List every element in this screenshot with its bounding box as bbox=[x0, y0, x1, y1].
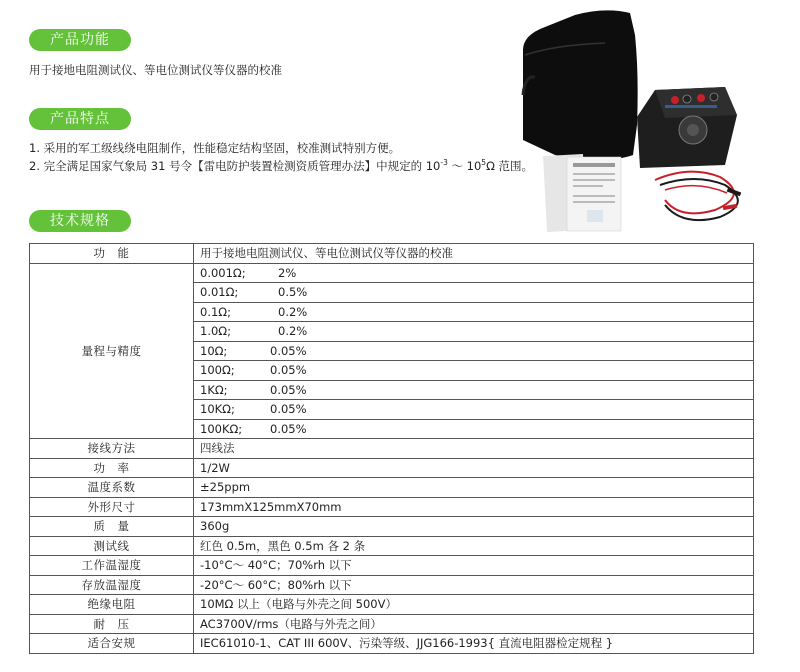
spec-value: 红色 0.5m，黑色 0.5m 各 2 条 bbox=[194, 536, 754, 556]
range-value bbox=[194, 263, 754, 283]
spec-label: 量程与精度 bbox=[30, 263, 194, 439]
range-value bbox=[194, 361, 754, 381]
feature-2: 2. 完全满足国家气象局 31 号令【雷电防护装置检测资质管理办法】中规定的 $10^{-3}$ ～ $10^5\Omega$ 范围。 bbox=[29, 158, 534, 173]
section-title-function: 产品功能 bbox=[29, 29, 131, 51]
section-title-features: 产品特点 bbox=[29, 108, 131, 130]
range-accuracy: 0.05% bbox=[270, 421, 307, 436]
table-row bbox=[30, 497, 754, 517]
spec-label: 温度系数 bbox=[30, 478, 194, 498]
feature-1: 1. 采用的军工级线绕电阻制作，性能稳定结构坚固，校准测试特别方便。 bbox=[29, 141, 401, 155]
range-accuracy: 0.2% bbox=[278, 324, 308, 339]
spec-table bbox=[29, 243, 754, 654]
spec-value: 173mmX125mmX70mm bbox=[194, 497, 754, 517]
table-row bbox=[30, 614, 754, 634]
spec-label: 绝缘电阻 bbox=[30, 595, 194, 615]
range-accuracy: 2% bbox=[278, 265, 297, 280]
spec-value: 四线法 bbox=[194, 439, 754, 459]
spec-label: 质 量 bbox=[30, 517, 194, 537]
spec-value: IEC61010-1、CAT III 600V、污染等级、JJG166-1993{ 直流电阻器检定规程 } bbox=[194, 634, 754, 654]
table-row bbox=[30, 556, 754, 576]
spec-label: 接线方法 bbox=[30, 439, 194, 459]
spec-value: ±25ppm bbox=[194, 478, 754, 498]
spec-label: 存放温湿度 bbox=[30, 575, 194, 595]
range-accuracy: 0.05% bbox=[270, 343, 307, 358]
range-accuracy: 0.05% bbox=[270, 363, 307, 378]
range-ohm: 10Ω; bbox=[200, 343, 228, 358]
range-accuracy: 0.2% bbox=[278, 304, 308, 319]
range-accuracy: 0.5% bbox=[278, 285, 308, 300]
range-value bbox=[194, 380, 754, 400]
range-ohm: 0.01Ω; bbox=[200, 285, 239, 300]
spec-value: 10MΩ 以上（电路与外壳之间 500V） bbox=[194, 595, 754, 615]
range-ohm: 100Ω; bbox=[200, 363, 235, 378]
table-row bbox=[30, 244, 754, 264]
spec-label: 外形尺寸 bbox=[30, 497, 194, 517]
range-value bbox=[194, 322, 754, 342]
function-text: 用于接地电阻测试仪、等电位测试仪等仪器的校准 bbox=[29, 63, 282, 77]
range-accuracy: 0.05% bbox=[270, 402, 307, 417]
table-row bbox=[30, 536, 754, 556]
table-row bbox=[30, 263, 754, 283]
spec-value: AC3700V/rms（电路与外壳之间） bbox=[194, 614, 754, 634]
table-row bbox=[30, 478, 754, 498]
range-ohm: 1.0Ω; bbox=[200, 324, 231, 339]
spec-value: 360g bbox=[194, 517, 754, 537]
range-value bbox=[194, 283, 754, 303]
table-row bbox=[30, 517, 754, 537]
range-value bbox=[194, 302, 754, 322]
spec-value: 1/2W bbox=[194, 458, 754, 478]
spec-value: -10°C～ 40°C；70%rh 以下 bbox=[194, 556, 754, 576]
range-value bbox=[194, 400, 754, 420]
range-ohm: 0.1Ω; bbox=[200, 304, 231, 319]
spec-label: 适合安规 bbox=[30, 634, 194, 654]
spec-label: 功 率 bbox=[30, 458, 194, 478]
section-title-specs: 技术规格 bbox=[29, 210, 131, 232]
range-ohm: 0.001Ω; bbox=[200, 265, 246, 280]
table-row bbox=[30, 458, 754, 478]
range-ohm: 10KΩ; bbox=[200, 402, 235, 417]
spec-label: 耐 压 bbox=[30, 614, 194, 634]
spec-value: 用于接地电阻测试仪、等电位测试仪等仪器的校准 bbox=[194, 244, 754, 264]
spec-label: 工作温湿度 bbox=[30, 556, 194, 576]
spec-value: -20°C～ 60°C；80%rh 以下 bbox=[194, 575, 754, 595]
table-row bbox=[30, 575, 754, 595]
range-accuracy: 0.05% bbox=[270, 382, 307, 397]
table-row bbox=[30, 439, 754, 459]
range-value bbox=[194, 341, 754, 361]
product-photo bbox=[515, 5, 765, 240]
range-value bbox=[194, 419, 754, 439]
range-ohm: 100KΩ; bbox=[200, 421, 243, 436]
range-ohm: 1KΩ; bbox=[200, 382, 228, 397]
spec-label: 测试线 bbox=[30, 536, 194, 556]
table-row bbox=[30, 595, 754, 615]
table-row bbox=[30, 634, 754, 654]
spec-label: 功 能 bbox=[30, 244, 194, 264]
